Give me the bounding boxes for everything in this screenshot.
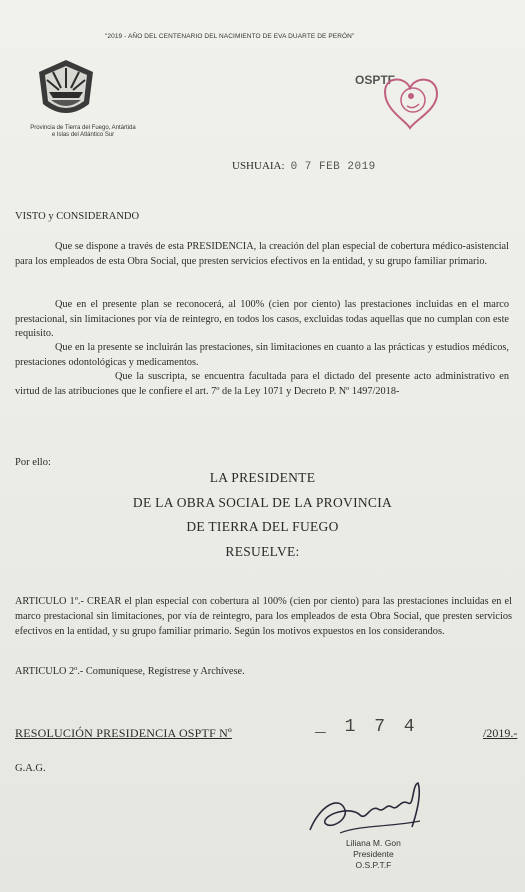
considerando-paragraph-1: Que se dispone a través de esta PRESIDENCIA, la creación del plan especial de cobertura médico-asistencial para los empleados de esta Obra Social, que presten servicios efectivos en la entidad, y su grupo familiar primario. <box>15 241 509 267</box>
city-label: USHUAIA: <box>232 160 285 172</box>
resuelve-heading: RESUELVE: <box>225 544 300 559</box>
considerando-paragraph-3: Que en la presente se incluirán las prestaciones, sin limitaciones en cuanto a las prácticas y estudios médicos, prestaciones odontológicas y medicamentos. <box>15 342 509 368</box>
resolution-number-line <box>15 717 518 741</box>
por-ello-label: Por ello: <box>15 457 51 468</box>
city-date <box>232 160 376 173</box>
date-stamp: 0 7 FEB 2019 <box>290 161 376 173</box>
authority-line-1: LA PRESIDENTE <box>209 470 316 485</box>
considerando-paragraph-4: Que la suscripta, se encuentra facultada para el dictado del presente acto administrativo en virtud de las atribuciones que le confiere el art. 7º de la Ley 1071 y Decreto P. Nº 1497/2018- <box>15 371 509 397</box>
resolution-year: /2019.- <box>483 726 518 740</box>
signer-block <box>346 838 401 871</box>
osptf-logo-text: OSPTF <box>355 73 396 87</box>
year-motto: "2019 - AÑO DEL CENTENARIO DEL NACIMIENTO DE EVA DUARTE DE PERÓN" <box>105 33 355 40</box>
osptf-logo-icon <box>355 62 455 130</box>
handwritten-signature-icon <box>300 775 440 845</box>
article-1: ARTICULO 1º.- CREAR el plan especial con cobertura al 100% (cien por ciento) para las prestaciones incluidas en el marco prestacional sin limitaciones, por vía de reintegro, para los empleados de esta Obra Social, que presten servicios efectivos en la entidad, y su grupo familiar primario. Según los motivos expuestos en los considerandos. <box>15 596 512 637</box>
signer-org: O.S.P.T.F <box>355 860 392 870</box>
resolution-number-stamp: _ 1 7 4 <box>315 717 419 737</box>
initials: G.A.G. <box>15 763 46 774</box>
article-2: ARTICULO 2º.- Comuníquese, Regístrese y Archívese. <box>15 666 245 677</box>
resolution-label: RESOLUCIÓN PRESIDENCIA OSPTF Nº <box>15 726 232 740</box>
signer-name: Liliana M. Gon <box>346 838 401 848</box>
province-name <box>8 125 158 139</box>
considerando-paragraph-2: Que en el presente plan se reconocerá, al 100% (cien por ciento) las prestaciones incluidas en el marco prestacional, sin limitaciones por vía de reintegro, en todos los casos, excluidas todas aquellas que no cumplan con este requisito. <box>15 299 509 339</box>
authority-line-2: DE LA OBRA SOCIAL DE LA PROVINCIA <box>132 495 393 510</box>
province-seal-icon <box>35 58 97 122</box>
province-line-1: Provincia de Tierra del Fuego, Antártida <box>30 125 136 131</box>
province-line-2: e Islas del Atlántico Sur <box>51 132 115 138</box>
signer-title: Presidente <box>353 849 394 859</box>
authority-line-3: DE TIERRA DEL FUEGO <box>186 519 339 534</box>
visto-heading: VISTO y CONSIDERANDO <box>15 211 140 222</box>
